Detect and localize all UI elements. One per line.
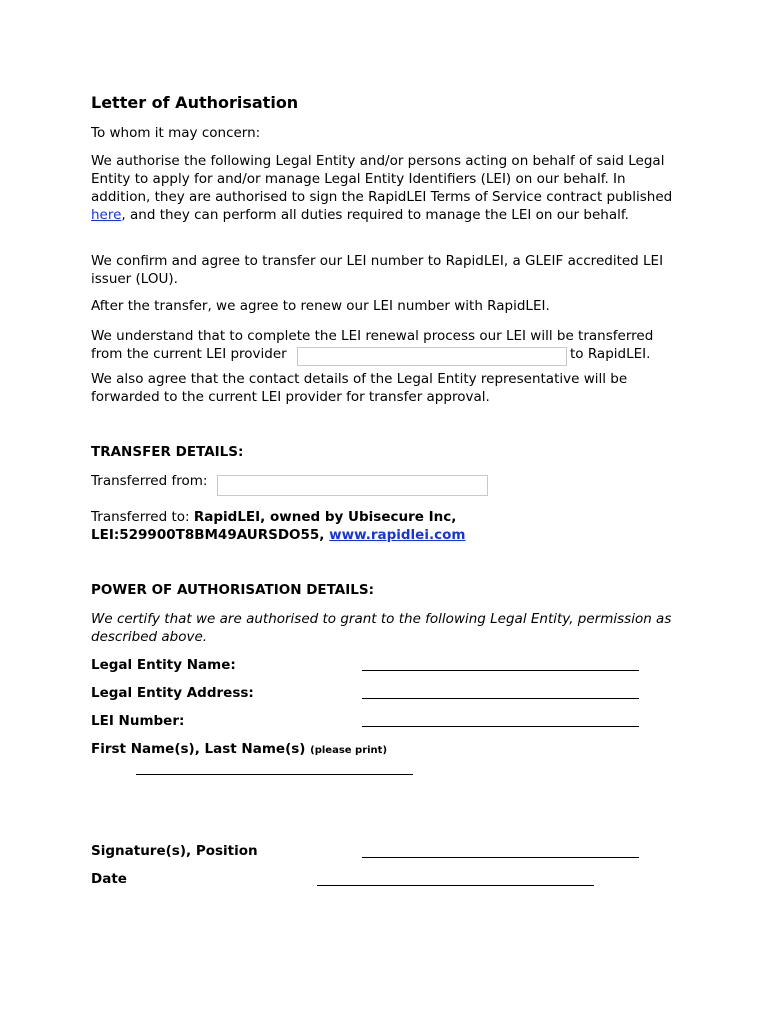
- names-line[interactable]: [136, 774, 413, 775]
- renew-paragraph: After the transfer, we agree to renew our LEI number with RapidLEI.: [91, 298, 550, 314]
- signature-label: Signature(s), Position: [91, 843, 258, 859]
- certify-text: We certify that we are authorised to grant to the following Legal Entity, permission as described above.: [91, 611, 672, 645]
- transfer-details-heading: TRANSFER DETAILS:: [91, 444, 244, 460]
- transferred-to-label: Transferred to:: [91, 509, 194, 525]
- rapidlei-website-link[interactable]: www.rapidlei.com: [329, 527, 466, 543]
- names-label-text: First Name(s), Last Name(s): [91, 741, 311, 757]
- date-line[interactable]: [317, 885, 594, 886]
- legal-entity-address-line[interactable]: [362, 698, 639, 699]
- transferred-to-entity: RapidLEI, owned by Ubisecure Inc,: [193, 509, 457, 525]
- contact-details-paragraph: We also agree that the contact details of the Legal Entity representative will be forwarded to the current LEI provider for transfer approval.: [91, 371, 628, 405]
- lei-number-label: LEI Number:: [91, 713, 185, 729]
- certify-paragraph: [91, 610, 681, 646]
- transferred-from-label: Transferred from:: [91, 473, 208, 489]
- authorisation-paragraph: [91, 152, 681, 224]
- renewal-line-2-label: from the current LEI provider: [91, 346, 287, 362]
- current-provider-input[interactable]: [297, 347, 567, 366]
- legal-entity-name-label: Legal Entity Name:: [91, 657, 236, 673]
- lei-line: [91, 526, 465, 544]
- authorisation-heading: POWER OF AUTHORISATION DETAILS:: [91, 582, 374, 598]
- para1-text-b: , and they can perform all duties required to manage the LEI on our behalf.: [121, 207, 629, 223]
- transfer-confirm-paragraph: We confirm and agree to transfer our LEI number to RapidLEI, a GLEIF accredited LEI issuer (LOU).: [91, 253, 664, 287]
- terms-link[interactable]: here: [91, 207, 122, 223]
- names-label: [91, 741, 387, 757]
- page-title: Letter of Authorisation: [91, 93, 299, 112]
- renewal-line-1: We understand that to complete the LEI renewal process our LEI will be transferred: [91, 328, 654, 344]
- para1-text-a: We authorise the following Legal Entity and/or persons acting on behalf of said Legal Entity to apply for and/or manage Legal Entity Identifiers (LEI) on our behalf. In addition, they are authorised to sign the RapidLEI Terms of Service contract published: [91, 153, 673, 205]
- renewal-line-2-suffix: to RapidLEI.: [570, 346, 651, 362]
- salutation: To whom it may concern:: [91, 125, 261, 141]
- date-label: Date: [91, 871, 127, 887]
- transferred-from-input[interactable]: [217, 475, 488, 496]
- legal-entity-address-label: Legal Entity Address:: [91, 685, 254, 701]
- legal-entity-name-line[interactable]: [362, 670, 639, 671]
- names-hint: (please print): [310, 745, 388, 756]
- rapidlei-lei: LEI:529900T8BM49AURSDO55,: [91, 527, 330, 543]
- transferred-to-line: [91, 508, 456, 526]
- lei-number-line[interactable]: [362, 726, 639, 727]
- signature-line[interactable]: [362, 857, 639, 858]
